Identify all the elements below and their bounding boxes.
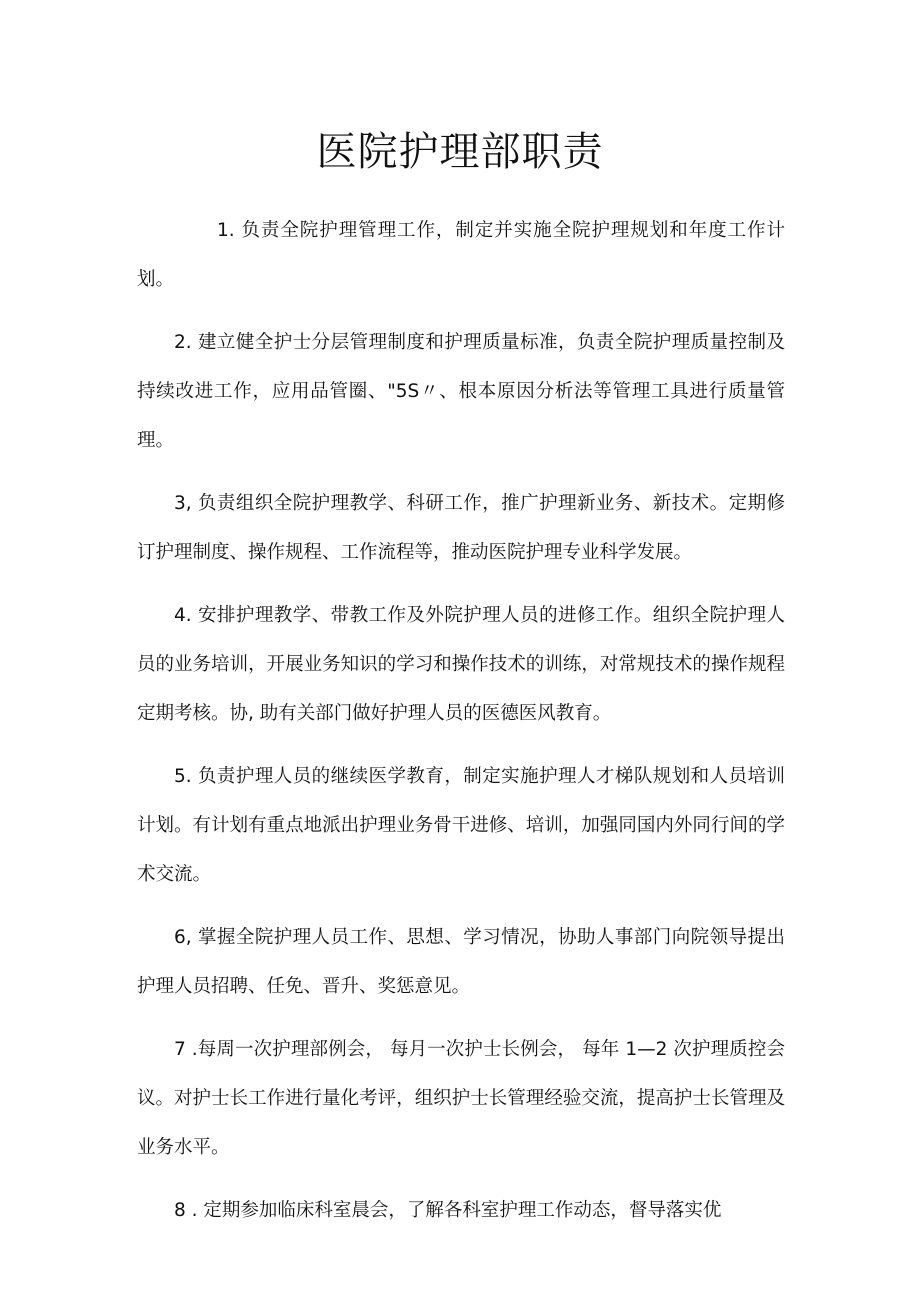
paragraph-7: 7 .每周一次护理部例会， 每月一次护士长例会， 每年 1—2 次护理质控会议。对护士长工作进行量化考评，组织护士长管理经验交流，提高护士长管理及业务水平。 — [137, 1039, 785, 1158]
paragraph-6: 6, 掌握全院护理人员工作、思想、学习情况，协助人事部门向院领导提出护理人员招聘、任免、晋升、奖惩意见。 — [137, 927, 785, 997]
paragraph-3: 3, 负责组织全院护理教学、科研工作，推广护理新业务、新技术。定期修订护理制度、操作规程、工作流程等，推动医院护理专业科学发展。 — [137, 493, 785, 563]
paragraph-2: 2. 建立健全护士分层管理制度和护理质量标准，负责全院护理质量控制及持续改进工作，应用品管圈、"5S〃、根本原因分析法等管理工具进行质量管理。 — [137, 332, 785, 451]
paragraph-4: 4. 安排护理教学、带教工作及外院护理人员的进修工作。组织全院护理人员的业务培训，开展业务知识的学习和操作技术的训练，对常规技术的操作规程定期考核。协, 助有关部门做好护理人员的医德医风教育。 — [137, 605, 785, 724]
paragraph-1: 1. 负责全院护理管理工作，制定并实施全院护理规划和年度工作计划。 — [137, 220, 785, 290]
document-title: 医院护理部职责 — [316, 129, 604, 175]
document-body — [137, 206, 785, 1249]
paragraph-5: 5. 负责护理人员的继续医学教育，制定实施护理人才梯队规划和人员培训计划。有计划有重点地派出护理业务骨干进修、培训，加强同国内外同行间的学术交流。 — [137, 766, 785, 885]
paragraph-8: 8 . 定期参加临床科室晨会，了解各科室护理工作动态，督导落实优 — [174, 1200, 722, 1221]
